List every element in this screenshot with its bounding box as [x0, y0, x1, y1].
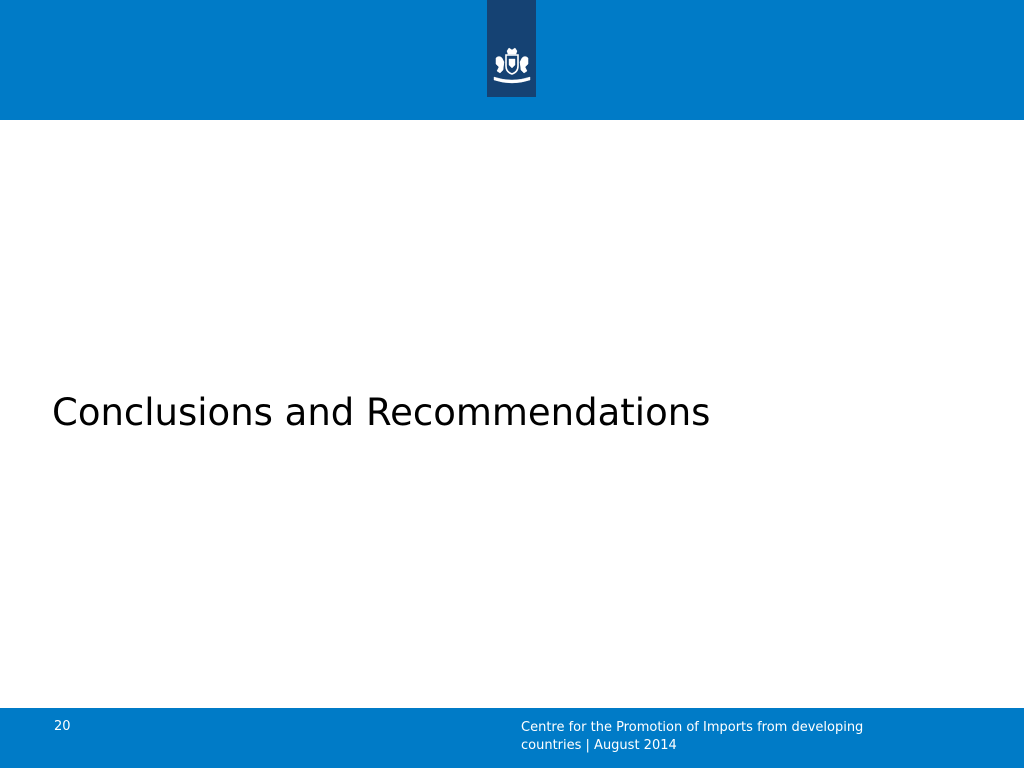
- page-number: 20: [54, 719, 71, 734]
- coat-of-arms-icon: [490, 46, 534, 86]
- footer-line-2: countries | August 2014: [521, 738, 677, 753]
- footer-line-1: Centre for the Promotion of Imports from developing: [521, 720, 864, 735]
- slide-title: Conclusions and Recommendations: [52, 391, 711, 434]
- footer-text: [521, 719, 921, 755]
